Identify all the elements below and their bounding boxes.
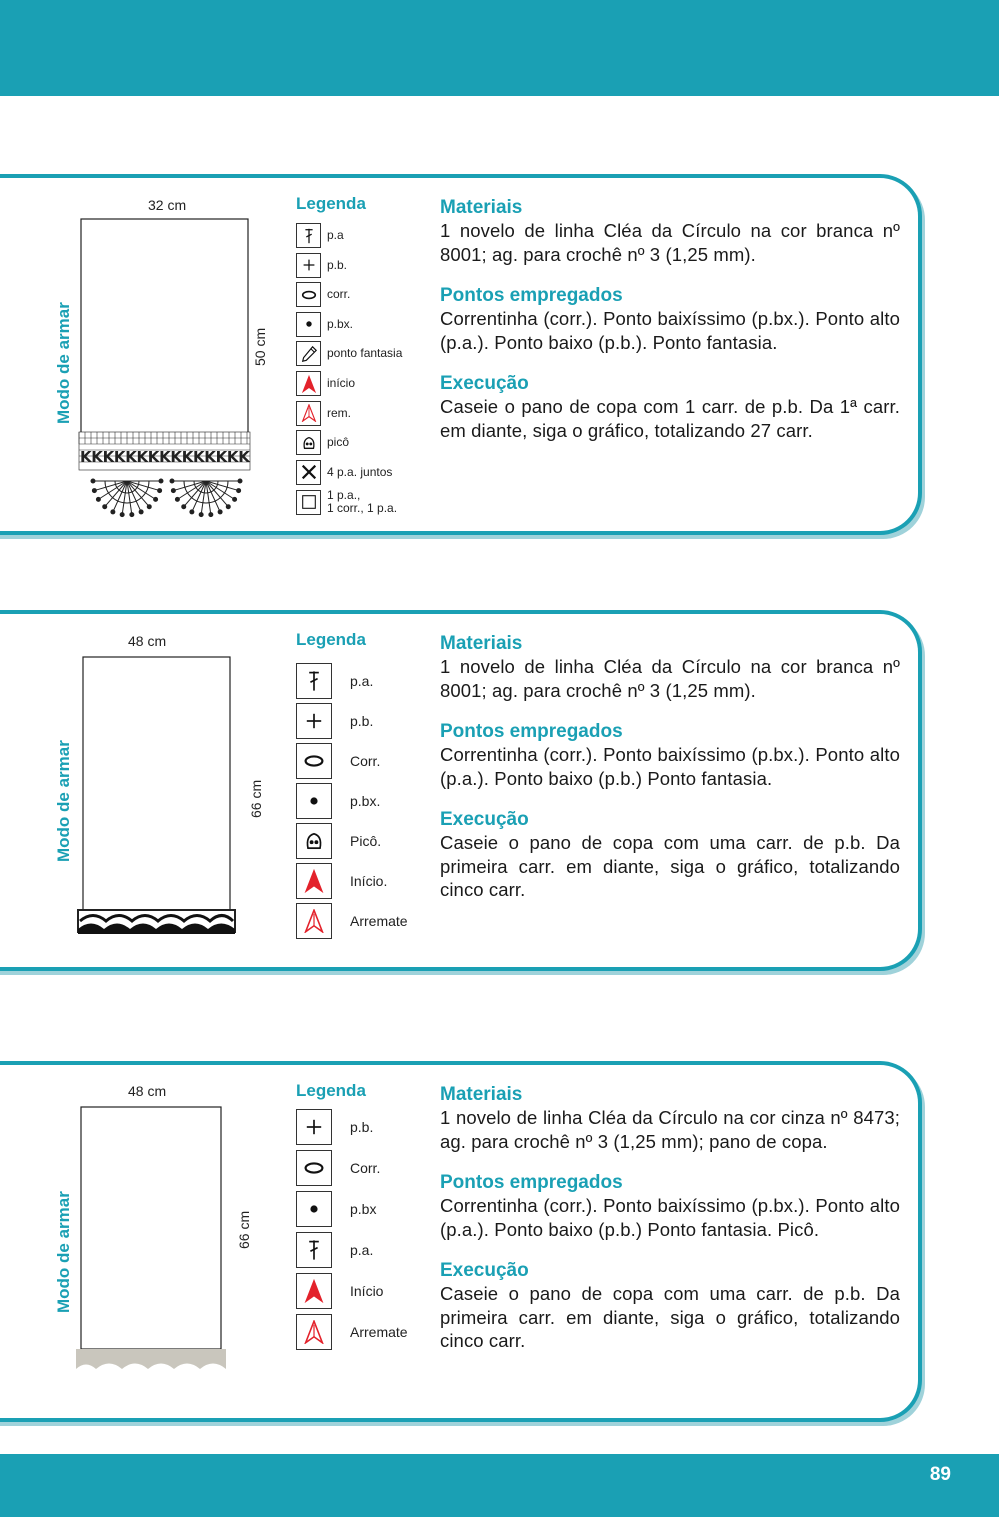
- materiais-heading: Materiais: [440, 1084, 523, 1105]
- height-label: 50 cm: [252, 327, 268, 366]
- plus-icon: [296, 253, 321, 278]
- width-label: 48 cm: [128, 633, 167, 649]
- legend-label: [350, 1241, 374, 1258]
- width-label: 48 cm: [128, 1083, 167, 1099]
- svg-text:K: K: [91, 448, 103, 466]
- svg-text:K: K: [170, 448, 183, 466]
- legend-item: [296, 1109, 373, 1145]
- svg-text:K: K: [147, 448, 160, 466]
- pattern-card-1: [0, 174, 922, 535]
- svg-text:K: K: [204, 448, 216, 466]
- stitch-pa-icon: [296, 223, 321, 248]
- legend-label-line: p.b.: [327, 257, 348, 272]
- width-label: 32 cm: [148, 197, 187, 213]
- page-number: 89: [929, 1464, 951, 1485]
- materiais-heading: Materiais: [440, 633, 523, 654]
- pencil-icon: [296, 341, 321, 366]
- legend-label-line: 1 p.a.,: [327, 488, 361, 503]
- svg-text:K: K: [238, 448, 250, 466]
- legend-label: [327, 229, 344, 242]
- legend-item: [296, 282, 350, 307]
- materiais-heading: Materiais: [440, 197, 523, 218]
- oval-icon: [296, 743, 332, 779]
- legend-label-line: rem.: [327, 405, 351, 420]
- execucao-heading: Execução: [440, 1260, 529, 1281]
- oval-icon: [296, 282, 321, 307]
- towel-diagram: [0, 178, 270, 539]
- legend-label: [327, 489, 397, 515]
- towel-diagram: [0, 1065, 270, 1426]
- legend-item: [296, 430, 349, 455]
- legend-title: Legenda: [296, 194, 366, 213]
- legend-label-line: Arremate: [350, 912, 408, 929]
- svg-text:K: K: [136, 448, 149, 466]
- legend-label-line: ponto fantasia: [327, 346, 403, 361]
- instructions: [440, 632, 900, 920]
- pattern-card-3: [0, 1061, 922, 1422]
- legend-label: [350, 912, 408, 929]
- legend-label: [350, 672, 374, 689]
- svg-text:K: K: [102, 448, 115, 466]
- pontos-text: Correntinha (corr.). Ponto baixíssimo (p.bx.). Ponto alto (p.a.). Ponto baixo (p.b.). Ponto fantasia.: [440, 308, 900, 353]
- legend-label-line: Arremate: [350, 1323, 408, 1340]
- modo-de-armar-label: Modo de armar: [54, 740, 73, 862]
- legend-label: [327, 466, 392, 479]
- red-arrow-filled-icon: [296, 371, 321, 396]
- legend-label-line: p.a.: [350, 1241, 374, 1258]
- legend-label-line: Início.: [350, 872, 388, 889]
- legend-label-line: Picô.: [350, 832, 382, 849]
- legend-item: [296, 1191, 376, 1227]
- dot-icon: [296, 1191, 332, 1227]
- svg-text:K: K: [113, 448, 126, 466]
- svg-text:K: K: [193, 448, 205, 466]
- oval-icon: [296, 1150, 332, 1186]
- pattern-card-2: [0, 610, 922, 971]
- svg-text:K: K: [125, 448, 137, 466]
- legend-item: [296, 663, 373, 699]
- legend-item: [296, 253, 347, 278]
- pontos-heading: Pontos empregados: [440, 285, 623, 306]
- instructions: [440, 1083, 900, 1371]
- legend-label-line: p.a.: [350, 672, 374, 689]
- execucao-heading: Execução: [440, 373, 529, 394]
- legend-label: [327, 347, 402, 360]
- legend-item: [296, 1273, 383, 1309]
- legend-label: [350, 792, 381, 809]
- legend-label-line: 4 p.a. juntos: [327, 464, 393, 479]
- legend-item: [296, 823, 381, 859]
- legend-label: [327, 259, 347, 272]
- legend-label-line: início: [327, 376, 356, 390]
- execucao-text: Caseie o pano de copa com uma carr. de p.b. Da primeira carr. em diante, siga o gráfico, totalizando cinco carr.: [440, 832, 900, 900]
- legend-item: [296, 312, 353, 337]
- legend-item: [296, 1150, 380, 1186]
- legend-label-line: picô: [327, 435, 350, 450]
- legend-label: [350, 752, 381, 769]
- legend-item: [296, 460, 392, 485]
- dot-icon: [296, 312, 321, 337]
- legend-item: [296, 1314, 408, 1350]
- modo-de-armar-label: Modo de armar: [54, 1191, 73, 1313]
- red-arrow-filled-icon: [296, 863, 332, 899]
- towel-diagram: [0, 614, 270, 975]
- pontos-text: Correntinha (corr.). Ponto baixíssimo (p.bx.). Ponto alto (p.a.). Ponto baixo (p.b.) Ponto fantasia.: [440, 744, 900, 789]
- plus-icon: [296, 1109, 332, 1145]
- legend-label-line: corr.: [327, 287, 351, 302]
- legend-item: [296, 703, 373, 739]
- svg-text:K: K: [215, 448, 228, 466]
- svg-text:K: K: [159, 448, 171, 466]
- legend-label-line: p.bx.: [327, 316, 354, 331]
- pontos-heading: Pontos empregados: [440, 721, 623, 742]
- legend-item: [296, 371, 355, 396]
- legend-label: [350, 1159, 381, 1176]
- legend-item: [296, 863, 387, 899]
- red-arrow-filled-icon: [296, 1273, 332, 1309]
- modo-de-armar-label: Modo de armar: [54, 302, 73, 424]
- legend-label: [327, 377, 355, 390]
- empty-box-icon: [296, 490, 321, 515]
- dot-icon: [296, 783, 332, 819]
- legend-label: [327, 288, 350, 301]
- legend-item: [296, 903, 408, 939]
- stitch-pa-icon: [296, 1232, 332, 1268]
- header-band: [0, 0, 999, 96]
- legend-label-line: Corr.: [350, 752, 381, 769]
- legend-title: Legenda: [296, 630, 366, 649]
- legend-item: [296, 743, 380, 779]
- legend-item: [296, 783, 380, 819]
- legend-label: [350, 712, 374, 729]
- legend-label-line: Início: [350, 1282, 384, 1299]
- legend-label: [350, 1118, 374, 1135]
- height-label: 66 cm: [236, 1210, 252, 1249]
- legend-label: [350, 1323, 408, 1340]
- legend-label-line: p.a: [327, 228, 344, 242]
- pontos-text: Correntinha (corr.). Ponto baixíssimo (p.bx.). Ponto alto (p.a.). Ponto baixo (p.b.) Ponto fantasia. Picô.: [440, 1195, 900, 1240]
- legend-label: [350, 872, 388, 889]
- svg-text:K: K: [80, 448, 92, 466]
- legend-label-line: p.bx.: [350, 792, 381, 809]
- x-box-icon: [296, 460, 321, 485]
- pico-icon: [296, 430, 321, 455]
- legend-item: [296, 401, 351, 426]
- legend-item: [296, 1232, 373, 1268]
- svg-text:K: K: [226, 448, 239, 466]
- legend-label: [350, 1200, 377, 1217]
- pontos-heading: Pontos empregados: [440, 1172, 623, 1193]
- legend-label: [350, 1282, 384, 1299]
- legend-label-line: p.b.: [350, 712, 374, 729]
- legend-item: [296, 489, 397, 515]
- materiais-text: 1 novelo de linha Cléa da Círculo na cor branca nº 8001; ag. para crochê nº 3 (1,25 mm).: [440, 656, 900, 701]
- red-arrow-outline-icon: [296, 903, 332, 939]
- red-arrow-outline-icon: [296, 401, 321, 426]
- legend-label-line: Corr.: [350, 1159, 381, 1176]
- height-label: 66 cm: [248, 779, 264, 818]
- red-arrow-outline-icon: [296, 1314, 332, 1350]
- svg-text:K: K: [181, 448, 194, 466]
- legend-item: [296, 341, 402, 366]
- instructions: [440, 196, 900, 460]
- legend-label-line: p.bx: [350, 1200, 377, 1217]
- pico-icon: [296, 823, 332, 859]
- legend-label-line: p.b.: [350, 1118, 374, 1135]
- legend-title: Legenda: [296, 1081, 366, 1100]
- legend-label: [327, 318, 353, 331]
- legend-label-line: 1 corr., 1 p.a.: [327, 501, 398, 516]
- plus-icon: [296, 703, 332, 739]
- legend-item: [296, 223, 344, 248]
- execucao-heading: Execução: [440, 809, 529, 830]
- execucao-text: Caseie o pano de copa com 1 carr. de p.b. Da 1ª carr. em diante, siga o gráfico, totalizando 27 carr.: [440, 396, 900, 441]
- materiais-text: 1 novelo de linha Cléa da Círculo na cor branca nº 8001; ag. para crochê nº 3 (1,25 mm).: [440, 220, 900, 265]
- legend-label: [327, 407, 351, 420]
- footer-band: [0, 1454, 999, 1517]
- execucao-text: Caseie o pano de copa com uma carr. de p.b. Da primeira carr. em diante, siga o gráfico, totalizando cinco carr.: [440, 1283, 900, 1351]
- materiais-text: 1 novelo de linha Cléa da Círculo na cor cinza nº 8473; ag. para crochê nº 3 (1,25 mm); pano de copa.: [440, 1107, 900, 1152]
- legend-label: [350, 832, 382, 849]
- legend-label: [327, 436, 349, 449]
- stitch-pa-icon: [296, 663, 332, 699]
